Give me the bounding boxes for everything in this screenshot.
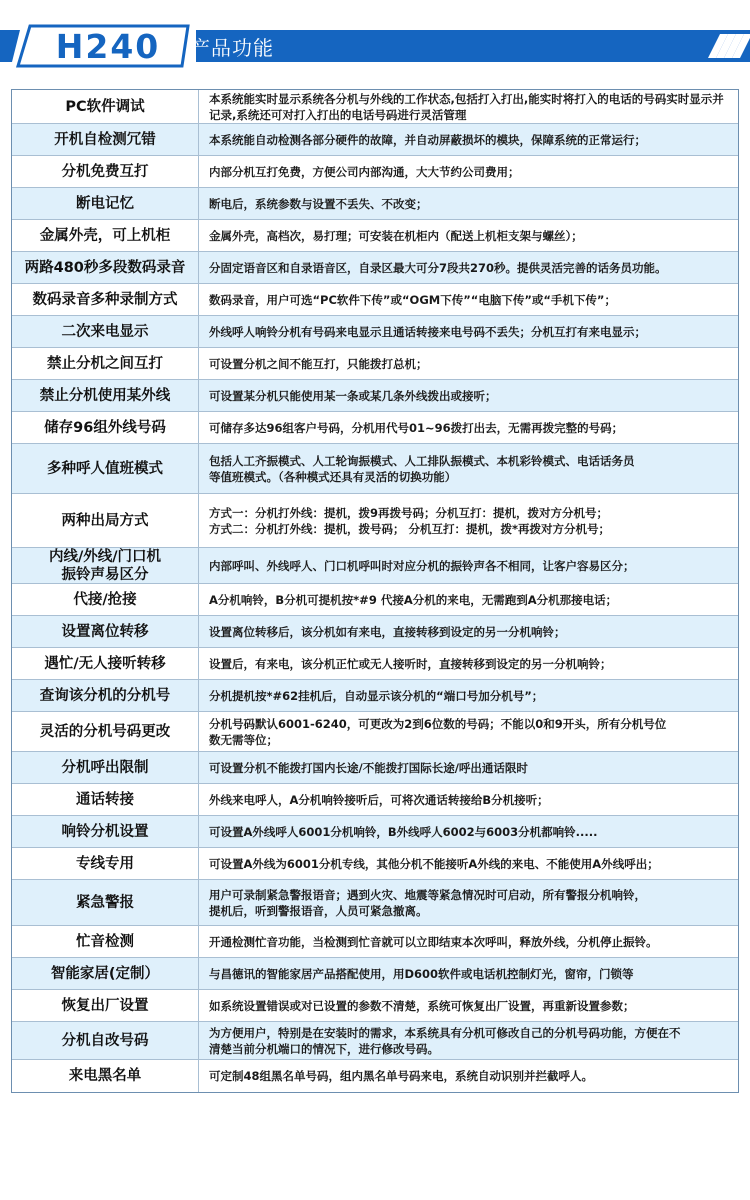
feature-name-text: PC软件调试 (65, 98, 145, 115)
feature-description-text: 可储存多达96组客户号码，分机用代号01~96拨打出去，无需再拨完整的号码； (209, 420, 624, 435)
feature-description-text: 金属外壳，高档次，易打理；可安装在机柜内（配送上机柜支架与螺丝）； (209, 228, 583, 243)
feature-name-text: 遇忙/无人接听转移 (44, 655, 166, 672)
table-row (12, 90, 738, 124)
table-row (12, 958, 738, 990)
model-title: H240 (55, 26, 161, 66)
table-row (12, 816, 738, 848)
table-row (12, 124, 738, 156)
feature-description-text: 设置离位转移后，该分机如有来电，直接转移到设定的另一分机响铃； (209, 624, 566, 639)
table-row (12, 880, 738, 926)
feature-description-text: 内部呼叫、外线呼人、门口机呼叫时对应分机的振铃声各不相同，让客户容易区分； (209, 558, 635, 573)
feature-description (199, 494, 738, 547)
feature-description (199, 990, 738, 1021)
table-row (12, 412, 738, 444)
feature-name (12, 680, 199, 711)
table-row (12, 584, 738, 616)
feature-name-text: 分机免费互打 (61, 163, 149, 180)
feature-name (12, 444, 199, 493)
table-row (12, 284, 738, 316)
feature-description (199, 752, 738, 783)
feature-name (12, 316, 199, 347)
feature-description (199, 252, 738, 283)
table-row (12, 348, 738, 380)
feature-description-text: 数码录音，用户可选“PC软件下传”或“OGM下传”“电脑下传”或“手机下传”； (209, 292, 616, 307)
feature-name (12, 584, 199, 615)
feature-description-text: 可定制48组黑名单号码，组内黑名单号码来电，系统自动识别并拦截呼人。 (209, 1069, 593, 1083)
feature-description (199, 188, 738, 219)
feature-description (199, 156, 738, 187)
feature-description-text: 分机提机按*#62挂机后，自动显示该分机的“端口号加分机号”； (209, 688, 544, 703)
feature-description (199, 880, 738, 925)
feature-description (199, 348, 738, 379)
table-row (12, 680, 738, 712)
feature-description (199, 220, 738, 251)
feature-description (199, 926, 738, 957)
table-row (12, 156, 738, 188)
feature-name-text: 两种出局方式 (61, 512, 149, 529)
feature-name-text: 查询该分机的分机号 (39, 687, 171, 704)
feature-name-text: 专线专用 (76, 855, 134, 872)
feature-description (199, 712, 738, 751)
feature-description (199, 648, 738, 679)
feature-name (12, 784, 199, 815)
feature-description-text: 分固定语音区和自录语音区，自录区最大可分7段共270秒。提供灵活完善的话务员功能。 (209, 260, 667, 275)
feature-name (12, 616, 199, 647)
feature-description (199, 380, 738, 411)
feature-description (199, 848, 738, 879)
feature-name-text: 储存96组外线号码 (44, 419, 166, 436)
feature-name-text: 设置离位转移 (61, 623, 149, 640)
feature-name-text: 分机呼出限制 (61, 759, 149, 776)
feature-description-text: 为方便用户，特别是在安装时的需求，本系统具有分机可修改自己的分机号码功能，方便在不 清楚当前分机端口的情况下，进行修改号码。 (209, 1025, 681, 1056)
feature-name (12, 548, 199, 583)
feature-name (12, 220, 199, 251)
feature-description-text: 可设置某分机只能使用某一条或某几条外线拨出或接听； (209, 388, 497, 403)
feature-description (199, 90, 738, 123)
feature-description-text: 可设置A外线为6001分机专线，其他分机不能接听A外线的来电、不能使用A外线呼出； (209, 856, 659, 871)
feature-description (199, 616, 738, 647)
feature-description-text: 外线呼人响铃分机有号码来电显示且通话转接来电号码不丢失；分机互打有来电显示； (209, 324, 646, 339)
feature-description (199, 284, 738, 315)
feature-name-text: 多种呼人值班模式 (47, 460, 163, 477)
feature-table (11, 89, 739, 1093)
feature-name-text: 智能家居(定制） (50, 965, 160, 982)
feature-description (199, 784, 738, 815)
feature-description (199, 548, 738, 583)
feature-name (12, 816, 199, 847)
feature-name-text: 通话转接 (76, 791, 134, 808)
table-row (12, 784, 738, 816)
feature-description (199, 680, 738, 711)
feature-name (12, 380, 199, 411)
feature-description-text: A分机响铃，B分机可提机按*#9 代接A分机的来电，无需跑到A分机那接电话； (209, 592, 618, 607)
table-row (12, 220, 738, 252)
feature-name-text: 开机自检测冗错 (54, 131, 156, 148)
feature-name-text: 内线/外线/门口机 振铃声易区分 (48, 548, 162, 583)
feature-name (12, 848, 199, 879)
feature-description (199, 816, 738, 847)
feature-name-text: 断电记忆 (76, 195, 134, 212)
table-row (12, 188, 738, 220)
feature-description (199, 412, 738, 443)
feature-description-text: 内部分机互打免费，方便公司内部沟通，大大节约公司费用； (209, 164, 520, 179)
feature-name (12, 926, 199, 957)
feature-name-text: 两路480秒多段数码录音 (24, 259, 186, 276)
table-row (12, 1060, 738, 1092)
feature-description-text: 可设置分机之间不能互打，只能拨打总机； (209, 356, 428, 371)
feature-description-text: 本系统能自动检测各部分硬件的故障，并自动屏蔽损坏的模块，保障系统的正常运行； (209, 132, 646, 147)
feature-description (199, 1060, 738, 1092)
feature-name-text: 响铃分机设置 (61, 823, 149, 840)
feature-name-text: 二次来电显示 (61, 323, 149, 340)
feature-name-text: 分机自改号码 (61, 1032, 149, 1049)
feature-name (12, 990, 199, 1021)
feature-name (12, 752, 199, 783)
feature-description-text: 分机号码默认6001-6240，可更改为2到6位数的号码；不能以0和9开头，所有分机号位 数无需等位； (209, 716, 667, 747)
feature-name (12, 880, 199, 925)
feature-description (199, 584, 738, 615)
table-row (12, 548, 738, 584)
feature-description (199, 124, 738, 155)
feature-name-text: 忙音检测 (76, 933, 134, 950)
feature-name-text: 灵活的分机号码更改 (39, 723, 171, 740)
feature-name (12, 712, 199, 751)
feature-description (199, 958, 738, 989)
feature-name (12, 252, 199, 283)
feature-name-text: 来电黑名单 (68, 1068, 142, 1084)
feature-name-text: 紧急警报 (76, 894, 134, 911)
feature-description-text: 本系统能实时显示系统各分机与外线的工作状态,包括打入打出,能实时将打入的电话的号码实时显示并记录,系统还可对打入打出的电话号码进行灵活管理 (209, 91, 724, 122)
feature-name (12, 284, 199, 315)
feature-description-text: 断电后，系统参数与设置不丢失、不改变； (209, 196, 428, 211)
feature-name (12, 494, 199, 547)
table-row (12, 444, 738, 494)
section-subtitle: 产品功能 (190, 36, 274, 60)
table-row (12, 494, 738, 548)
feature-description-text: 包括人工齐振模式、人工轮询振模式、人工排队振模式、本机彩铃模式、电话话务员 等值班模式。（各种模式还具有灵活的切换功能） (209, 453, 635, 484)
feature-name-text: 代接/抢接 (73, 591, 137, 608)
table-row (12, 990, 738, 1022)
feature-description-text: 与昌德讯的智能家居产品搭配使用，用D600软件或电话机控制灯光，窗帘，门锁等 (209, 966, 634, 981)
table-row (12, 712, 738, 752)
feature-name-text: 恢复出厂设置 (61, 997, 149, 1014)
feature-description-text: 方式一：分机打外线：提机，拨9再拨号码；分机互打：提机，拨对方分机号； 方式二：分机打外线：提机，拨号码； 分机互打：提机，拨*再拨对方分机号； (209, 505, 611, 536)
feature-description-text: 设置后，有来电，该分机正忙或无人接听时，直接转移到设定的另一分机响铃； (209, 656, 612, 671)
feature-description-text: 可设置分机不能拨打国内长途/不能拨打国际长途/呼出通话限时 (209, 760, 528, 775)
feature-name (12, 412, 199, 443)
table-row (12, 1022, 738, 1060)
feature-description (199, 316, 738, 347)
feature-name (12, 1022, 199, 1059)
feature-description (199, 444, 738, 493)
table-row (12, 926, 738, 958)
feature-name (12, 1060, 199, 1092)
feature-name (12, 348, 199, 379)
table-row (12, 848, 738, 880)
feature-name (12, 958, 199, 989)
table-row (12, 616, 738, 648)
table-row (12, 252, 738, 284)
feature-description-text: 如系统设置错误或对已设置的参数不清楚，系统可恢复出厂设置，再重新设置参数； (209, 998, 635, 1013)
header-banner (0, 22, 750, 70)
feature-name (12, 648, 199, 679)
feature-name (12, 90, 199, 123)
feature-name-text: 数码录音多种录制方式 (32, 291, 178, 308)
feature-description-text: 可设置A外线呼人6001分机响铃，B外线呼人6002与6003分机都响铃..... (209, 824, 598, 839)
feature-description-text: 用户可录制紧急警报语音；遇到火灾、地震等紧急情况时可启动，所有警报分机响铃， 提机后，听到警报语音，人员可紧急撤离。 (209, 887, 646, 918)
table-row (12, 316, 738, 348)
feature-name-text: 金属外壳，可上机柜 (39, 227, 171, 244)
table-row (12, 380, 738, 412)
feature-description-text: 外线来电呼人，A分机响铃接听后，可将次通话转接给B分机接听； (209, 792, 549, 807)
feature-description (199, 1022, 738, 1059)
feature-name (12, 156, 199, 187)
feature-name (12, 124, 199, 155)
table-row (12, 648, 738, 680)
feature-name (12, 188, 199, 219)
feature-name-text: 禁止分机使用某外线 (39, 387, 171, 404)
feature-name-text: 禁止分机之间互打 (47, 355, 163, 372)
feature-description-text: 开通检测忙音功能，当检测到忙音就可以立即结束本次呼叫，释放外线，分机停止振铃。 (209, 934, 658, 949)
table-row (12, 752, 738, 784)
